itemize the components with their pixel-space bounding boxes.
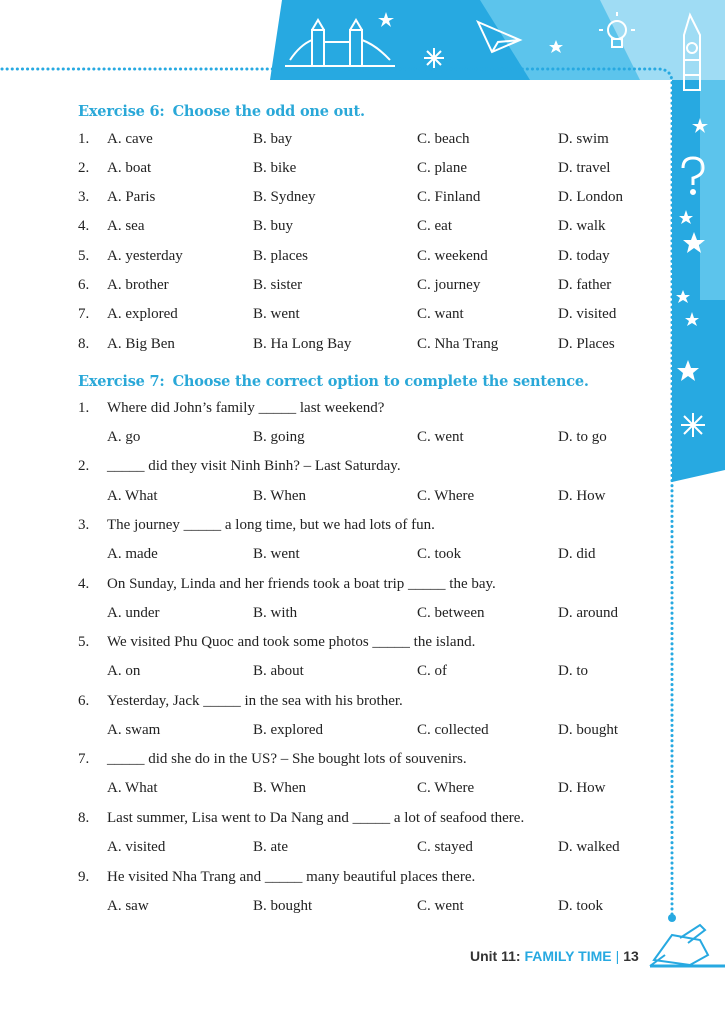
option-c: C. Where [417,780,475,796]
option-a: A. made [107,546,158,562]
question-text: On Sunday, Linda and her friends took a boat trip _____ the bay. [107,576,496,592]
list-item [0,336,660,358]
option-b: B. explored [253,722,323,738]
option-d: D. to go [558,429,607,445]
option-b: B. bike [253,160,297,176]
snowflake-icon [424,48,444,68]
option-c: C. went [417,898,464,914]
options-row [0,898,660,920]
options-row [0,722,660,744]
option-a: A. sea [107,218,145,234]
options-row [0,780,660,802]
list-item [0,277,660,299]
option-a: A. boat [107,160,152,176]
option-d: D. How [558,488,606,504]
question-text: The journey _____ a long time, but we had lots of fun. [107,517,435,533]
option-d: D. visited [558,306,617,322]
option-d: D. Places [558,336,615,352]
item-number: 8. [78,336,90,352]
options-row [0,605,660,627]
item-number: 1. [78,131,90,147]
exercise-6-instruction: Choose the odd one out. [172,103,365,120]
option-a: A. What [107,488,158,504]
option-b: B. with [253,605,298,621]
option-a: A. saw [107,898,149,914]
option-a: A. explored [107,306,178,322]
question-row [0,693,660,715]
option-b: B. going [253,429,305,445]
item-number: 7. [78,306,90,322]
option-d: D. London [558,189,623,205]
question-row [0,458,660,480]
item-number: 6. [78,277,90,293]
page-footer [470,948,639,964]
options-row [0,663,660,685]
option-c: C. of [417,663,447,679]
question-row [0,576,660,598]
list-item [0,131,660,153]
item-number: 4. [78,576,90,592]
option-c: C. eat [417,218,452,234]
options-row [0,488,660,510]
option-b: B. sister [253,277,303,293]
option-c: C. took [417,546,462,562]
question-row [0,400,660,422]
exercise-7-title [78,373,589,390]
option-d: D. walked [558,839,620,855]
option-b: B. bay [253,131,293,147]
option-c: C. weekend [417,248,488,264]
list-item [0,160,660,182]
item-number: 4. [78,218,90,234]
option-d: D. father [558,277,612,293]
question-text: Yesterday, Jack _____ in the sea with his brother. [107,693,403,709]
snowflake-icon [681,413,705,437]
question-text: We visited Phu Quoc and took some photos _____ the island. [107,634,476,650]
option-d: D. walk [558,218,606,234]
option-b: B. went [253,306,300,322]
question-row [0,869,660,891]
question-row [0,751,660,773]
option-d: D. today [558,248,610,264]
item-number: 1. [78,400,90,416]
exercise-7-instruction: Choose the correct option to complete the sentence. [172,373,589,390]
option-c: C. Nha Trang [417,336,499,352]
option-d: D. bought [558,722,618,738]
footer-separator: | [615,948,620,964]
option-a: A. go [107,429,141,445]
option-d: D. swim [558,131,609,147]
exercise-7-label: Exercise 7: [78,373,165,390]
list-item [0,248,660,270]
page-number: 13 [623,948,639,964]
option-c: C. beach [417,131,470,147]
item-number: 5. [78,248,90,264]
option-d: D. How [558,780,606,796]
option-a: A. brother [107,277,169,293]
option-c: C. plane [417,160,467,176]
option-d: D. took [558,898,603,914]
item-number: 3. [78,517,90,533]
question-text: _____ did she do in the US? – She bought lots of souvenirs. [107,751,467,767]
unit-label: Unit 11: [470,948,521,964]
item-number: 5. [78,634,90,650]
list-item [0,189,660,211]
option-a: A. swam [107,722,161,738]
option-d: D. travel [558,160,611,176]
item-number: 7. [78,751,90,767]
option-c: C. want [417,306,464,322]
option-a: A. under [107,605,160,621]
item-number: 2. [78,160,90,176]
option-d: D. did [558,546,596,562]
option-b: B. buy [253,218,294,234]
list-item [0,306,660,328]
writing-hand-icon [650,925,708,966]
item-number: 3. [78,189,90,205]
option-c: C. between [417,605,485,621]
question-text: He visited Nha Trang and _____ many beautiful places there. [107,869,476,885]
option-b: B. ate [253,839,288,855]
option-a: A. What [107,780,158,796]
option-d: D. to [558,663,588,679]
option-b: B. When [253,780,307,796]
item-number: 9. [78,869,90,885]
option-c: C. went [417,429,464,445]
option-a: A. Big Ben [107,336,175,352]
options-row [0,839,660,861]
exercise-6-title [78,103,365,120]
option-b: B. about [253,663,304,679]
question-row [0,517,660,539]
question-text: Last summer, Lisa went to Da Nang and _____ a lot of seafood there. [107,810,525,826]
option-c: C. stayed [417,839,473,855]
option-a: A. on [107,663,141,679]
item-number: 2. [78,458,90,474]
unit-topic: FAMILY TIME [524,948,612,964]
option-b: B. bought [253,898,313,914]
option-c: C. Finland [417,189,481,205]
options-row [0,429,660,451]
option-b: B. Ha Long Bay [253,336,352,352]
option-d: D. around [558,605,618,621]
options-row [0,546,660,568]
option-b: B. When [253,488,307,504]
question-row [0,634,660,656]
option-a: A. Paris [107,189,156,205]
option-c: C. journey [417,277,481,293]
item-number: 8. [78,810,90,826]
option-a: A. visited [107,839,166,855]
option-c: C. collected [417,722,489,738]
option-b: B. went [253,546,300,562]
list-item [0,218,660,240]
question-text: Where did John’s family _____ last weekend? [107,400,385,416]
question-row [0,810,660,832]
option-a: A. cave [107,131,153,147]
question-text: _____ did they visit Ninh Binh? – Last Saturday. [107,458,401,474]
option-a: A. yesterday [107,248,183,264]
option-b: B. places [253,248,308,264]
item-number: 6. [78,693,90,709]
exercise-6-label: Exercise 6: [78,103,165,120]
option-b: B. Sydney [253,189,316,205]
option-c: C. Where [417,488,475,504]
